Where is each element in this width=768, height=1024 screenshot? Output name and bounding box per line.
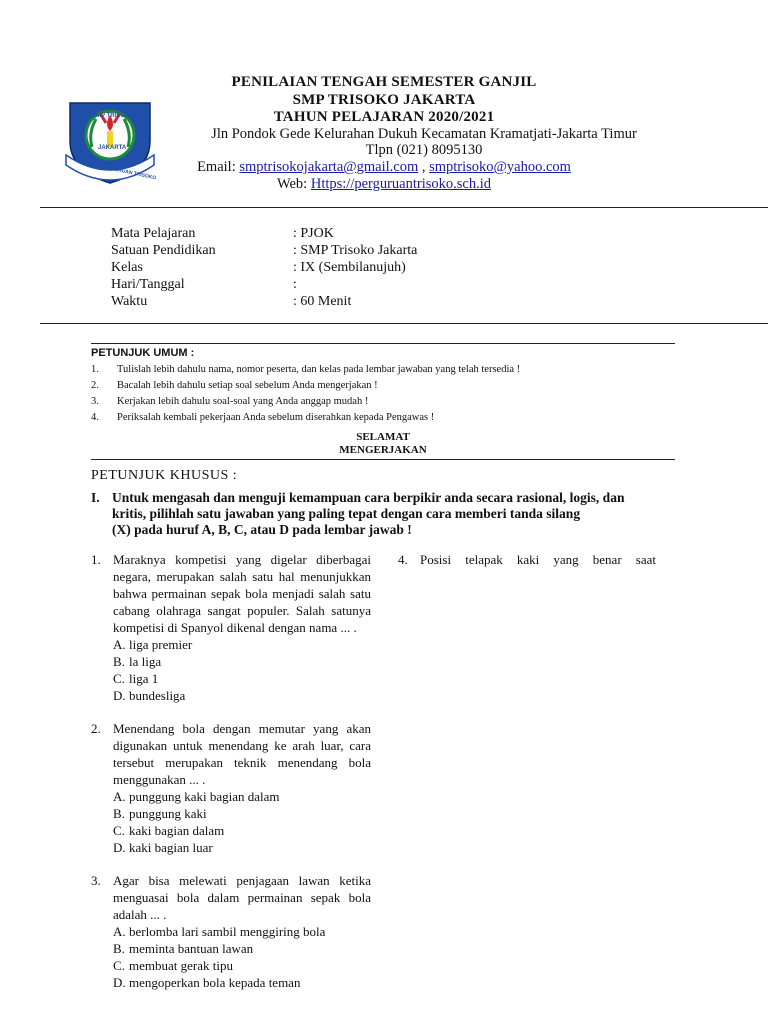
- info-value: :: [293, 277, 297, 292]
- special-instructions-title: PETUNJUK KHUSUS :: [91, 468, 238, 483]
- general-item-number: 4.: [91, 412, 99, 423]
- school-name: SMP TRISOKO JAKARTA: [292, 92, 476, 108]
- option-text: kaki bagian dalam: [129, 823, 225, 838]
- general-item-number: 1.: [91, 364, 99, 375]
- academic-year: TAHUN PELAJARAN 2020/2021: [273, 109, 495, 125]
- question-stem: Posisi telapak kaki yang benar saat: [420, 552, 656, 567]
- email-separator: ,: [421, 159, 426, 175]
- exam-title: PENILAIAN TENGAH SEMESTER GANJIL: [231, 74, 537, 90]
- general-item-text: Bacalah lebih dahulu setiap soal sebelum Anda mengerjakan !: [117, 380, 378, 391]
- question-4: [398, 551, 656, 568]
- option-d[interactable]: [113, 687, 371, 704]
- general-item-text: Tulislah lebih dahulu nama, nomor peserta, dan kelas pada lembar jawaban yang telah tersedia !: [117, 364, 521, 375]
- general-item-number: 2.: [91, 380, 99, 391]
- option-b[interactable]: [113, 653, 371, 670]
- option-d[interactable]: [113, 974, 371, 991]
- logo-text-top: SMP TRISOKO: [92, 113, 134, 119]
- option-text: membuat gerak tipu: [129, 958, 233, 973]
- question-1: [91, 551, 371, 704]
- email-link-yahoo[interactable]: smptrisoko@yahoo.com: [429, 159, 571, 175]
- info-row-date: [111, 277, 511, 294]
- option-letter: C.: [113, 958, 125, 973]
- general-bottom-line: [91, 459, 675, 460]
- option-letter: B.: [113, 806, 125, 821]
- general-item-text: Periksalah kembali pekerjaan Anda sebelum diserahkan kepada Pengawas !: [117, 412, 435, 423]
- option-a[interactable]: [113, 788, 371, 805]
- school-address: Jln Pondok Gede Kelurahan Dukuh Kecamatan Kramatjati-Jakarta Timur: [211, 126, 637, 142]
- option-letter: A.: [113, 924, 126, 939]
- option-letter: A.: [113, 789, 126, 804]
- option-letter: C.: [113, 823, 125, 838]
- info-label: Satuan Pendidikan: [111, 243, 216, 258]
- section-number: I.: [91, 490, 100, 505]
- info-label: Kelas: [111, 260, 143, 275]
- question-stem: Maraknya kompetisi yang digelar diberbagai negara, merupakan salah satu hal menunjukkan bahwa permainan sepak bola menjadi salah satu cabang olahraga sangat populer. Salah satunya kompetisi di Spanyol dikenal dengan nama ... .: [113, 552, 371, 635]
- section-instruction-line: Untuk mengasah dan menguji kemampuan cara berpikir anda secara rasional, logis, dan: [112, 490, 625, 505]
- option-text: mengoperkan bola kepada teman: [129, 975, 301, 990]
- info-value: : SMP Trisoko Jakarta: [293, 243, 418, 258]
- email-line: [0, 159, 768, 176]
- info-label: Waktu: [111, 294, 148, 309]
- general-instructions-title: PETUNJUK UMUM :: [91, 347, 195, 359]
- web-label: Web:: [276, 176, 308, 192]
- option-c[interactable]: [113, 957, 371, 974]
- option-letter: B.: [113, 654, 125, 669]
- questions-left-column: [91, 551, 371, 991]
- option-text: kaki bagian luar: [129, 840, 213, 855]
- section-instructions: [112, 490, 672, 538]
- option-letter: A.: [113, 637, 126, 652]
- option-b[interactable]: [113, 940, 371, 957]
- question-number: 2.: [91, 721, 101, 736]
- question-number: 1.: [91, 552, 101, 567]
- option-text: punggung kaki: [129, 806, 207, 821]
- section-instruction-line: (X) pada huruf A, B, C, atau D pada lembar jawab !: [112, 522, 412, 537]
- email-label: Email:: [197, 159, 236, 175]
- email-link-gmail[interactable]: smptrisokojakarta@gmail.com: [239, 159, 419, 175]
- info-label: Hari/Tanggal: [111, 277, 185, 292]
- question-2: [91, 720, 371, 856]
- general-item-text: Kerjakan lebih dahulu soal-soal yang Anda anggap mudah !: [117, 396, 369, 407]
- info-row-class: [111, 260, 511, 277]
- header-divider: [40, 207, 768, 208]
- option-c[interactable]: [113, 670, 371, 687]
- web-line: [0, 176, 768, 193]
- option-letter: D.: [113, 975, 126, 990]
- option-text: punggung kaki bagian dalam: [129, 789, 280, 804]
- logo-text-mid: JAKARTA: [98, 145, 127, 151]
- question-3: [91, 872, 371, 991]
- option-text: meminta bantuan lawan: [129, 941, 254, 956]
- info-value: : IX (Sembilanujuh): [293, 260, 406, 275]
- greeting-line-1: SELAMAT: [356, 431, 410, 443]
- greeting-line-2: MENGERJAKAN: [339, 444, 427, 456]
- info-row-subject: [111, 226, 511, 243]
- logo-text-ribbon: YAYASAN PERGURUAN TRISOKO: [76, 158, 157, 182]
- school-phone: Tlpn (021) 8095130: [365, 142, 483, 158]
- general-item-number: 3.: [91, 396, 99, 407]
- question-number: 4.: [398, 552, 408, 567]
- question-stem: Agar bisa melewati penjagaan lawan ketika menguasai bola dalam permainan sepak bola adalah ... .: [113, 873, 371, 922]
- option-b[interactable]: [113, 805, 371, 822]
- option-text: berlomba lari sambil menggiring bola: [129, 924, 326, 939]
- option-c[interactable]: [113, 822, 371, 839]
- info-value: : 60 Menit: [293, 294, 352, 309]
- info-row-time: [111, 294, 511, 311]
- general-top-line: [91, 343, 675, 344]
- option-text: bundesliga: [129, 688, 186, 703]
- web-link[interactable]: Https://perguruantrisoko.sch.id: [310, 176, 492, 192]
- info-label: Mata Pelajaran: [111, 226, 196, 241]
- option-text: liga premier: [129, 637, 193, 652]
- section-instruction-line: kritis, pilihlah satu jawaban yang paling tepat dengan cara memberi tanda silang: [112, 506, 581, 521]
- info-divider: [40, 323, 768, 324]
- option-d[interactable]: [113, 839, 371, 856]
- option-text: liga 1: [129, 671, 159, 686]
- option-letter: C.: [113, 671, 125, 686]
- option-letter: D.: [113, 688, 126, 703]
- option-letter: B.: [113, 941, 125, 956]
- option-text: la liga: [129, 654, 162, 669]
- option-a[interactable]: [113, 923, 371, 940]
- info-value: : PJOK: [293, 226, 334, 241]
- info-row-unit: [111, 243, 511, 260]
- option-a[interactable]: [113, 636, 371, 653]
- question-number: 3.: [91, 873, 101, 888]
- option-letter: D.: [113, 840, 126, 855]
- question-stem: Menendang bola dengan memutar yang akan digunakan untuk menendang ke arah luar, cara tersebut merupakan teknik menendang bola menggunakan ... .: [113, 721, 371, 787]
